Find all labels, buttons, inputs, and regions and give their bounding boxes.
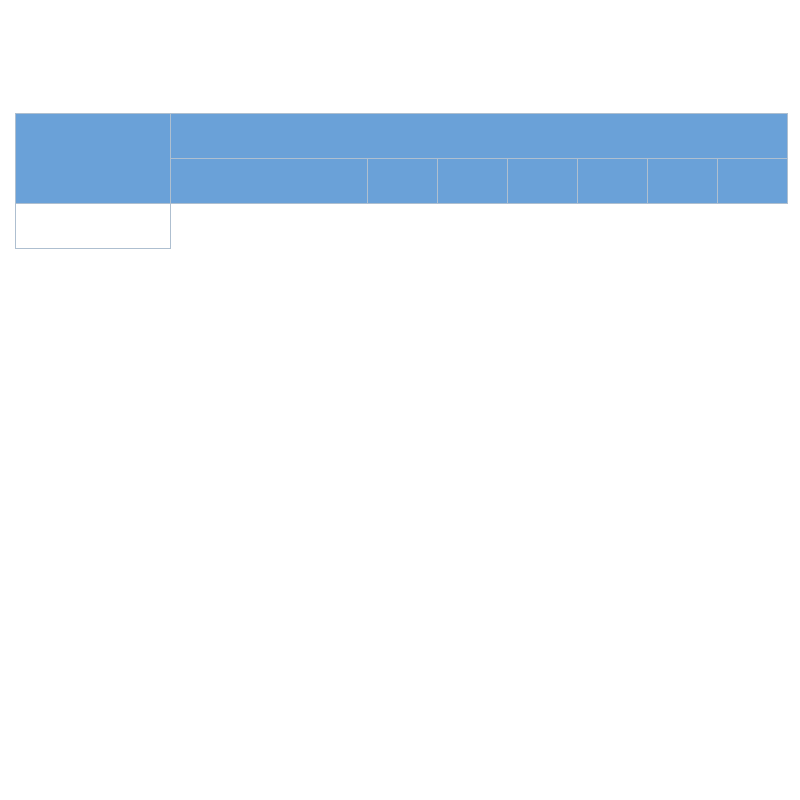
size-guide-table [15,113,788,249]
suit-section-label [16,114,171,204]
size-col-header [578,159,648,204]
size-header-label [171,159,368,204]
size-col-header [648,159,718,204]
size-col-header [508,159,578,204]
size-col-header [368,159,438,204]
size-col-header [438,159,508,204]
size-col-header [718,159,788,204]
suit-jacket-image [16,204,171,249]
size-guide-title [171,114,788,159]
